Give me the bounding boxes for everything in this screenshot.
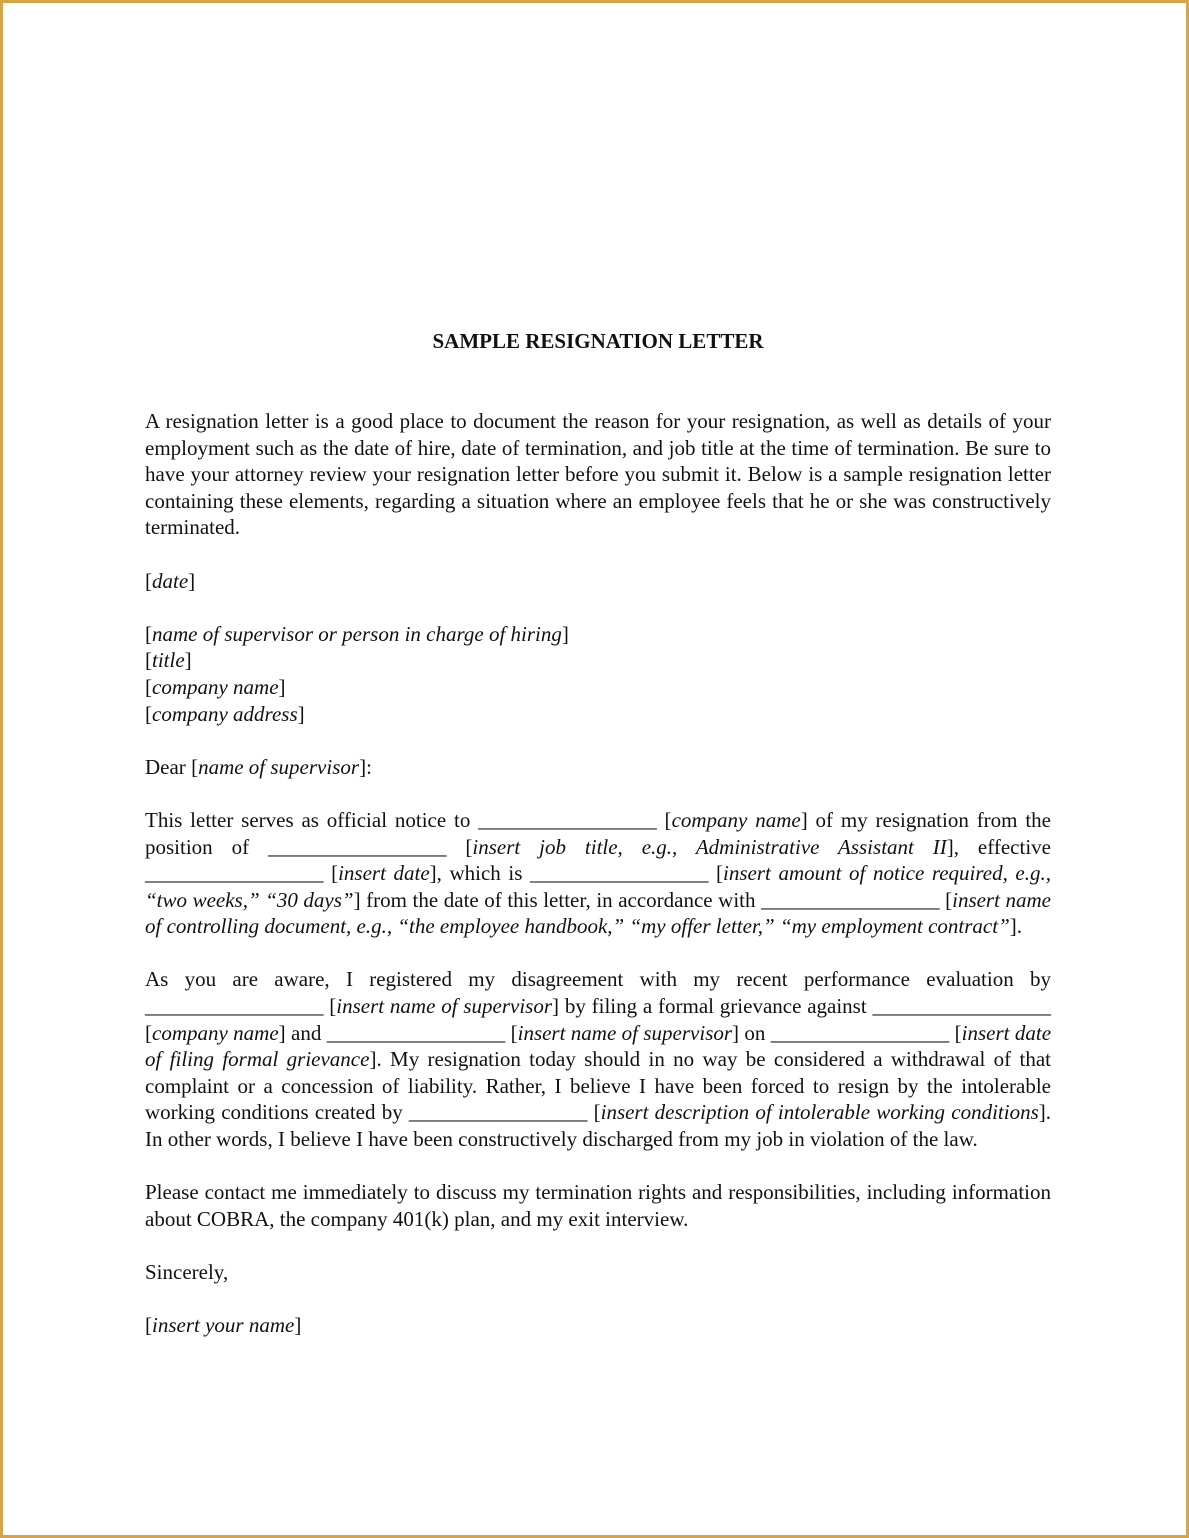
p2-text-4: on xyxy=(739,1020,771,1045)
recipient-title-line: [title] xyxy=(145,648,192,673)
p1-text-2: of my resignation from the position of xyxy=(145,807,1052,859)
p1-placeholder-5: insert name of controlling document, e.g., “the employee handbook,” “my offer letter,” “my employment contract” xyxy=(145,887,1051,939)
paragraph-grievance: As you are aware, I registered my disagreement with my recent performance evaluation by _________________ [insert name of supervisor] by filing a formal grievance against _________________ [company name] and _________________ [insert name of supervisor] on _________________ [insert date of filing formal grievance]. My resignation today should in no way be considered a withdrawal of that complaint or a concession of liability. Rather, I believe I have been forced to resign by the intolerable working conditions created by _________________ [insert description of intolerable working conditions]. In other words, I believe I have been constructively discharged from my job in violation of the law. xyxy=(145,967,1052,1152)
p2-blank-3: _________________ xyxy=(326,1020,506,1045)
salutation-placeholder: name of supervisor xyxy=(198,754,360,779)
salutation-suffix: : xyxy=(366,754,372,779)
p1-placeholder-2: insert job title, e.g., Administrative Assistant II xyxy=(472,834,947,859)
signature-line: [insert your name] xyxy=(145,1313,302,1338)
p2-placeholder-3: insert name of supervisor xyxy=(517,1020,733,1045)
p1-blank-4: _________________ xyxy=(529,861,709,886)
p2-text-5: . My resignation today should in no way be considered a withdrawal of that complaint or a concession of liability. Rather, I believe I have been forced to resign by the intolerable working conditions created by xyxy=(145,1047,1051,1125)
recipient-title: title xyxy=(152,648,185,673)
p1-text-5: from the date of this letter, in accordance with xyxy=(360,887,762,912)
date-line: [date] xyxy=(145,568,196,593)
closing: Sincerely, xyxy=(145,1260,229,1284)
p1-blank-3: _________________ xyxy=(145,861,324,886)
p2-placeholder-4: insert date of filing formal grievance xyxy=(145,1020,1052,1072)
p2-text-2: by filing a formal grievance against xyxy=(559,994,873,1019)
p2-blank-4: _________________ xyxy=(770,1020,950,1045)
p2-text-1: As you are aware, I registered my disagreement with my recent performance evaluation by xyxy=(145,967,1051,992)
recipient-company: company name xyxy=(152,674,279,699)
recipient-company-line: [company name] xyxy=(145,674,286,699)
p1-blank-2: _________________ xyxy=(268,834,447,859)
p1-blank-5: _________________ xyxy=(761,887,940,912)
recipient-name: name of supervisor or person in charge of hiring xyxy=(152,621,562,646)
p1-text-6: . xyxy=(1016,914,1023,939)
p2-text-3: and xyxy=(285,1020,327,1045)
p2-placeholder-2: company name xyxy=(152,1020,279,1045)
signature-placeholder: insert your name xyxy=(152,1313,295,1338)
paragraph-notice: This letter serves as official notice to _________________ [company name] of my resignation from the position of _________________ [insert job title, e.g., Administrative Assistant II], effective _________________ [insert date], which is _________________ [insert amount of notice required, e.g., “two weeks,” “30 days”] from the date of this letter, in accordance with _________________ [insert name of controlling document, e.g., “the employee handbook,” “my offer letter,” “my employment contract”]. xyxy=(145,807,1052,939)
recipient-address-line: [company address] xyxy=(145,701,305,726)
document-title: SAMPLE RESIGNATION LETTER xyxy=(432,329,764,353)
recipient-block xyxy=(145,621,1051,727)
p1-text-4: , which is xyxy=(436,861,530,886)
date-placeholder: date xyxy=(152,568,189,593)
p2-placeholder-1: insert name of supervisor xyxy=(336,994,553,1019)
p1-placeholder-4: insert amount of notice required, e.g., “two weeks,” “30 days” xyxy=(145,861,1051,912)
p2-blank-5: _________________ xyxy=(408,1100,588,1125)
p2-placeholder-5: insert description of intolerable working conditions xyxy=(600,1100,1039,1125)
salutation-prefix: Dear xyxy=(145,754,192,779)
letter-content xyxy=(145,328,1051,1339)
p1-text-1: This letter serves as official notice to xyxy=(145,807,479,832)
recipient-name-line: [name of supervisor or person in charge of hiring] xyxy=(145,621,569,646)
p1-blank-1: _________________ xyxy=(478,807,657,832)
p2-blank-2: _________________ xyxy=(872,994,1051,1019)
p2-blank-1: _________________ xyxy=(145,994,324,1019)
p2-text-6: . In other words, I believe I have been constructively discharged from my job in violation of the law. xyxy=(145,1100,1051,1152)
intro-paragraph: A resignation letter is a good place to document the reason for your resignation, as well as details of your employment such as the date of hire, date of termination, and job title at the time of termination. Be sure to have your attorney review your resignation letter before you submit it. Below is a sample resignation letter containing these elements, regarding a situation where an employee feels that he or she was constructively terminated. xyxy=(145,409,1051,540)
paragraph-contact: Please contact me immediately to discuss my termination rights and responsibilities, including information about COBRA, the company 401(k) plan, and my exit interview. xyxy=(145,1180,1051,1231)
p1-placeholder-3: insert date xyxy=(338,861,430,886)
recipient-address: company address xyxy=(152,701,298,726)
p1-placeholder-1: company name xyxy=(671,807,801,832)
salutation: Dear [name of supervisor]: xyxy=(145,754,372,779)
p1-text-3: , effective xyxy=(953,834,1051,859)
